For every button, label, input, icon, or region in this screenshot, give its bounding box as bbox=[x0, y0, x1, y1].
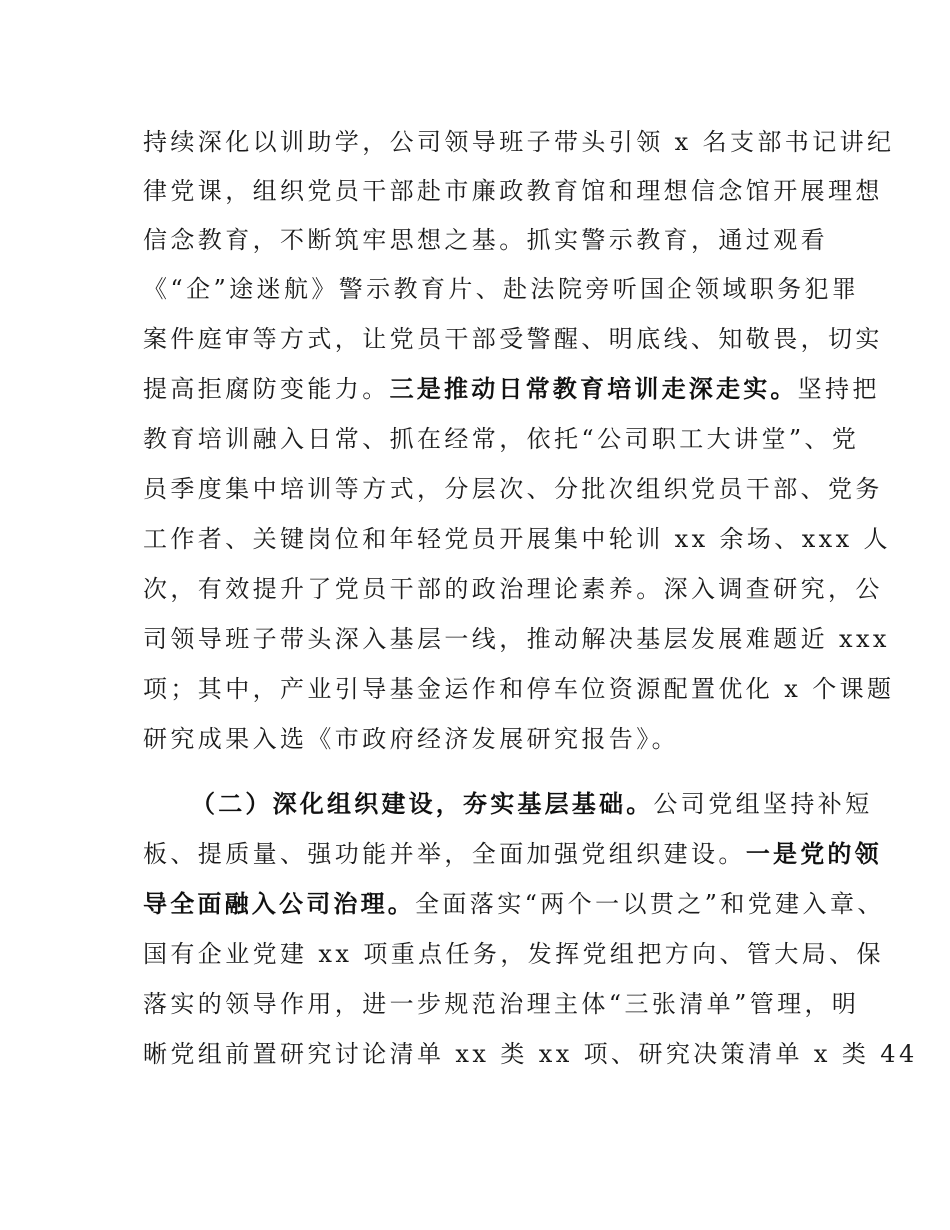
text-line: 研究成果入选《市政府经济发展研究报告》。 bbox=[143, 725, 679, 753]
text-span: 公司党组坚持补短 bbox=[653, 790, 873, 818]
bold-heading: 导全面融入公司治理。 bbox=[143, 890, 415, 918]
text-line: 司领导班子带头深入基层一线，推动解决基层发展难题近 xxx bbox=[143, 625, 890, 653]
text-line: 持续深化以训助学，公司领导班子带头引领 x 名支部书记讲纪 bbox=[143, 128, 895, 156]
text-line: 次，有效提升了党员干部的政治理论素养。深入调查研究，公 bbox=[143, 575, 883, 603]
bold-heading: 三是推动日常教育培训走深走实。 bbox=[389, 375, 798, 403]
text-line: 《“企”途迷航》警示教育片、赴法院旁听国企领域职务犯罪 bbox=[143, 275, 860, 303]
text-span: 全面落实“两个一以贯之”和党建入章、 bbox=[415, 890, 885, 918]
text-line: 信念教育，不断筑牢思想之基。抓实警示教育，通过观看 bbox=[143, 226, 828, 254]
text-line bbox=[143, 839, 882, 869]
text-line: 国有企业党建 xx 项重点任务，发挥党组把方向、管大局、保 bbox=[143, 940, 884, 968]
text-line: 工作者、关键岗位和年轻党员开展集中轮训 xx 余场、xxx 人 bbox=[143, 525, 891, 553]
text-span: 板、提质量、强功能并举，全面加强党组织建设。 bbox=[143, 840, 746, 868]
text-line bbox=[143, 889, 885, 919]
section-heading: （二）深化组织建设，夯实基层基础。 bbox=[191, 790, 654, 818]
text-line: 案件庭审等方式，让党员干部受警醒、明底线、知敬畏，切实 bbox=[143, 325, 883, 353]
text-span: 坚持把 bbox=[797, 375, 880, 403]
text-line: 晰党组前置研究讨论清单 xx 类 xx 项、研究决策清单 x 类 44 bbox=[143, 1040, 918, 1068]
text-line: 员季度集中培训等方式，分层次、分批次组织党员干部、党务 bbox=[143, 475, 883, 503]
text-line: 律党课，组织党员干部赴市廉政教育馆和理想信念馆开展理想 bbox=[143, 177, 883, 205]
text-line: 项；其中，产业引导基金运作和停车位资源配置优化 x 个课题 bbox=[143, 675, 895, 703]
text-line bbox=[143, 374, 880, 404]
text-line: 落实的领导作用，进一步规范治理主体“三张清单”管理，明 bbox=[143, 990, 860, 1018]
text-line: 教育培训融入日常、抓在经常，依托“公司职工大讲堂”、党 bbox=[143, 425, 860, 453]
section-heading-line bbox=[191, 789, 873, 819]
text-span: 提高拒腐防变能力。 bbox=[143, 375, 390, 403]
bold-heading: 一是党的领 bbox=[745, 840, 882, 868]
